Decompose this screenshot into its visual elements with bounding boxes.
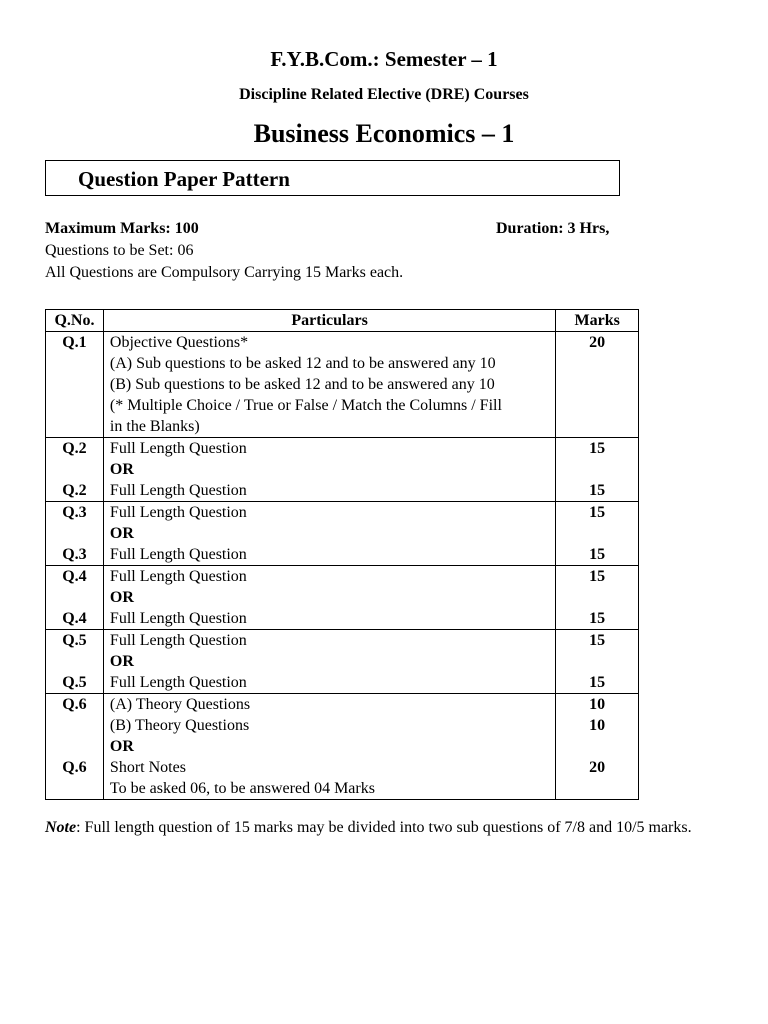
marks-cell-line [562,374,632,395]
particulars-cell-line: Full Length Question [109,568,247,585]
marks-cell-line: 20 [589,334,606,351]
particulars-cell-line: Full Length Question [109,440,247,457]
table-body [46,332,639,800]
particulars-cell-line: Full Length Question [109,610,247,627]
marks-cell [556,694,639,800]
particulars-cell [103,502,555,566]
particulars-cell-line: OR [109,461,134,478]
particulars-cell-line: (A) Sub questions to be asked 12 and to be answered any 10 [109,355,496,372]
questions-to-set: Questions to be Set: 06 [45,242,194,259]
question-number-cell [46,502,104,566]
marks-cell-line: 10 [589,696,606,713]
question-number-cell-line [52,395,97,416]
particulars-cell-line: OR [109,589,134,606]
particulars-cell-line: OR [109,738,134,755]
question-number-cell-line [52,736,97,757]
particulars-cell [103,438,555,502]
question-number-cell-line [52,353,97,374]
question-number-cell-line: Q.5 [62,632,87,649]
particulars-cell [103,694,555,800]
question-number-cell-line: Q.4 [62,610,87,627]
marks-cell-line [562,416,632,437]
particulars-cell-line: Full Length Question [109,482,247,499]
question-number-cell-line: Q.1 [62,334,87,351]
question-number-cell [46,566,104,630]
duration: Duration: 3 Hrs, [496,220,610,237]
subject-title: Business Economics – 1 [253,119,515,148]
question-number-cell [46,332,104,438]
marks-cell-line: 15 [589,546,606,563]
marks-cell-line [562,353,632,374]
footnote [45,817,725,839]
question-number-cell-line [52,778,97,799]
header-qno: Q.No. [46,310,104,332]
course-title: F.Y.B.Com.: Semester – 1 [270,47,498,71]
table-header-row [46,310,639,332]
particulars-cell-line: (* Multiple Choice / True or False / Match the Columns / Fill [109,397,502,414]
marks-cell-line: 20 [589,759,606,776]
question-pattern-table [45,309,639,800]
particulars-cell-line: Full Length Question [109,546,247,563]
note-label: Note [45,819,77,836]
question-number-cell-line: Q.3 [62,504,87,521]
question-number-cell-line [52,374,97,395]
header-marks: Marks [556,310,639,332]
particulars-cell-line: Full Length Question [109,504,247,521]
particulars-cell-line: OR [109,653,134,670]
table-row [46,694,639,800]
particulars-cell-line: Full Length Question [109,674,247,691]
marks-cell [556,332,639,438]
marks-cell-line [562,651,632,672]
question-number-cell-line: Q.2 [62,440,87,457]
course-category: Discipline Related Elective (DRE) Courses [239,86,529,103]
marks-cell-line [562,459,632,480]
table-row [46,332,639,438]
marks-cell-line: 15 [589,504,606,521]
marks-cell-line [562,736,632,757]
table-row [46,502,639,566]
question-number-cell-line: Q.4 [62,568,87,585]
marks-cell-line: 15 [589,482,606,499]
header-particulars: Particulars [103,310,555,332]
marks-cell [556,566,639,630]
question-number-cell [46,694,104,800]
particulars-cell [103,630,555,694]
particulars-cell-line: (A) Theory Questions [109,696,251,713]
marks-cell-line: 15 [589,568,606,585]
compulsory-note: All Questions are Compulsory Carrying 15 Marks each. [45,264,404,281]
marks-cell-line [562,523,632,544]
particulars-cell-line: (B) Theory Questions [109,717,250,734]
question-number-cell-line [52,523,97,544]
marks-cell-line: 15 [589,674,606,691]
table-row [46,630,639,694]
question-number-cell-line: Q.6 [62,696,87,713]
question-number-cell [46,630,104,694]
particulars-cell-line: To be asked 06, to be answered 04 Marks [109,780,375,797]
question-number-cell-line: Q.5 [62,674,87,691]
marks-cell-line [562,587,632,608]
question-number-cell [46,438,104,502]
marks-cell-line: 15 [589,632,606,649]
question-number-cell-line: Q.3 [62,546,87,563]
marks-cell [556,438,639,502]
marks-cell [556,502,639,566]
marks-cell-line [562,395,632,416]
pattern-heading-box [45,160,620,196]
note-text: : Full length question of 15 marks may be divided into two sub questions of 7/8 and 10/5 marks. [76,819,692,836]
question-number-cell-line [52,587,97,608]
particulars-cell-line: (B) Sub questions to be asked 12 and to be answered any 10 [109,376,495,393]
table-row [46,566,639,630]
question-number-cell-line: Q.2 [62,482,87,499]
marks-cell [556,630,639,694]
question-number-cell-line: Q.6 [62,759,87,776]
question-number-cell-line [52,651,97,672]
table-row [46,438,639,502]
max-marks: Maximum Marks: 100 [45,220,199,237]
marks-cell-line: 10 [589,717,606,734]
particulars-cell [103,332,555,438]
particulars-cell [103,566,555,630]
question-number-cell-line [52,416,97,437]
particulars-cell-line: Full Length Question [109,632,247,649]
question-number-cell-line [52,715,97,736]
particulars-cell-line: in the Blanks) [109,418,200,435]
question-number-cell-line [52,459,97,480]
pattern-heading: Question Paper Pattern [78,167,290,191]
marks-cell-line [562,778,632,799]
marks-cell-line: 15 [589,440,606,457]
particulars-cell-line: Objective Questions* [109,334,249,351]
particulars-cell-line: Short Notes [109,759,186,776]
marks-cell-line: 15 [589,610,606,627]
particulars-cell-line: OR [109,525,134,542]
